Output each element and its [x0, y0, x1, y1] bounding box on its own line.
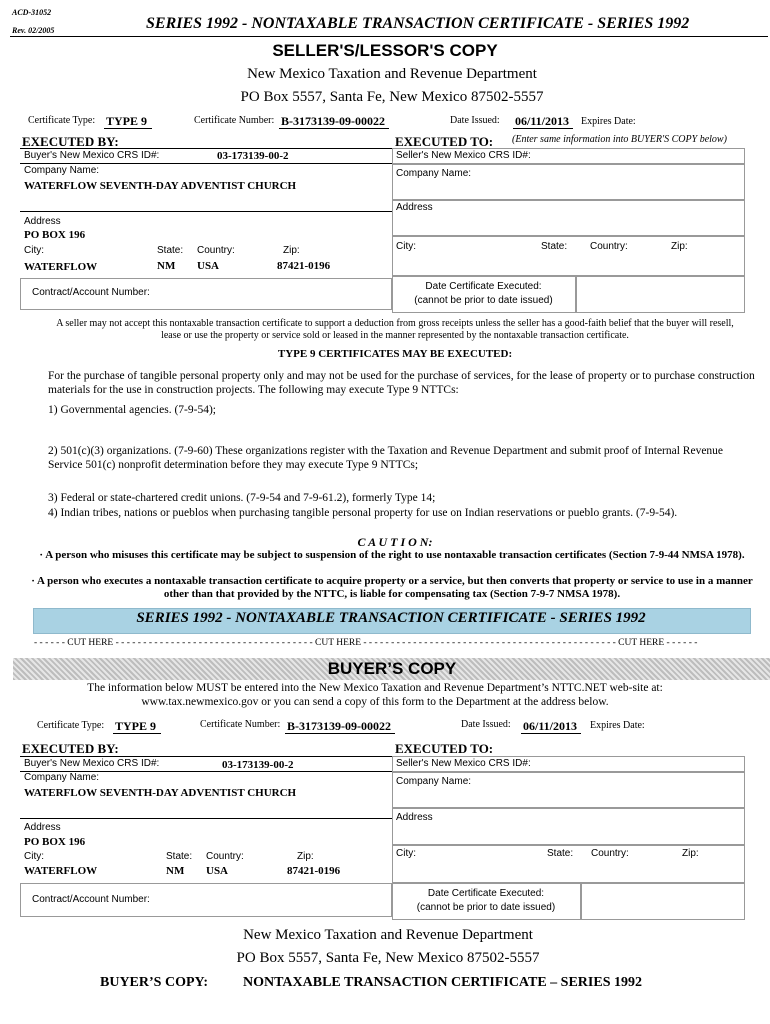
footer-certificate-title: NONTAXABLE TRANSACTION CERTIFICATE – SERIES 1992	[243, 975, 642, 990]
cert-number-label: Certificate Number:	[194, 115, 275, 126]
country-value: USA	[197, 260, 220, 272]
executed-to-note: (Enter same information into BUYER'S COPY below)	[512, 134, 727, 145]
b-executed-to-heading: EXECUTED TO:	[395, 741, 494, 756]
state-label: State:	[157, 245, 184, 256]
b-country-value: USA	[206, 865, 229, 877]
dept-name: New Mexico Taxation and Revenue Department	[247, 66, 537, 82]
b-date-executed-field[interactable]	[580, 882, 745, 920]
cut-line: - - - - - - CUT HERE - - - - - - - - - - - - - - - - - - - - - - - - - - - - - - - - - - - - CUT HERE - - - - - - - - - - - - - - - - - - - - - - - - - - - - - - - - - - - - - - - - - - - - - - CUT HERE - - - - - -	[34, 638, 698, 648]
b-seller-state-label: State:	[547, 848, 574, 859]
series-title-top: SERIES 1992 - NONTAXABLE TRANSACTION CERTIFICATE - SERIES 1992	[146, 15, 690, 32]
b-cert-number-label: Certificate Number:	[200, 719, 281, 730]
date-executed-label: Date Certificate Executed:	[425, 281, 542, 292]
seller-city-label: City:	[396, 241, 416, 252]
cert-type-value: TYPE 9	[106, 114, 148, 128]
zip-value: 87421-0196	[277, 260, 331, 272]
cert-number-value: B-3173139-09-00022	[281, 114, 385, 128]
seller-city-field[interactable]	[392, 235, 745, 277]
date-executed-field[interactable]	[575, 275, 745, 313]
type9-item-1: 1) Governmental agencies. (7-9-54);	[48, 404, 216, 416]
type9-item-2: 2) 501(c)(3) organizations. (7-9-60) These organizations register with the Taxation and Revenue Department and submit proof of Internal Revenue Service 501(c) nonprofit determination before they may execute Type 9 NTTCs;	[48, 445, 724, 471]
city-value: WATERFLOW	[24, 261, 98, 273]
seller-company-label: Company Name:	[396, 168, 472, 179]
country-label: Country:	[197, 245, 235, 256]
b-country-label: Country:	[206, 851, 244, 862]
buyer-crs-value: 03-173139-00-2	[217, 150, 289, 162]
seller-address-label: Address	[396, 202, 433, 213]
b-cert-type-value: TYPE 9	[115, 719, 157, 733]
address-value: PO BOX 196	[24, 229, 86, 241]
expires-label: Expires Date:	[581, 116, 636, 127]
form-id: ACD-31052	[12, 8, 52, 17]
b-seller-country-label: Country:	[591, 848, 629, 859]
buyer-info-2: www.tax.newmexico.gov or you can send a copy of this form to the Department at the address below.	[141, 696, 609, 708]
b-date-issued-label: Date Issued:	[461, 719, 511, 730]
notice-line-2: lease or use the property or service sold or leased in the manner represented by the nontaxable transaction certificate.	[161, 330, 629, 341]
b-state-label: State:	[166, 851, 193, 862]
b-cert-number-value: B-3173139-09-00022	[287, 719, 391, 733]
type9-paragraph: For the purchase of tangible personal property only and may not be used for the purchase of services, for the lease of property or to purchase construction materials for the use in construction projects. The following may execute Type 9 NTTCs:	[48, 370, 755, 396]
b-city-label: City:	[24, 851, 44, 862]
buyer-copy-heading: BUYER’S COPY	[327, 659, 457, 678]
b-seller-crs-label: Seller's New Mexico CRS ID#:	[396, 758, 531, 769]
buyer-info-1: The information below MUST be entered into the New Mexico Taxation and Revenue Department’s NTTC.NET web-site at:	[87, 682, 663, 694]
b-company-value: WATERFLOW SEVENTH-DAY ADVENTIST CHURCH	[24, 787, 297, 799]
footer-dept: New Mexico Taxation and Revenue Department	[243, 927, 533, 943]
series-title-banner: SERIES 1992 - NONTAXABLE TRANSACTION CERTIFICATE - SERIES 1992	[136, 610, 646, 626]
cert-type-label: Certificate Type:	[28, 115, 96, 126]
b-date-executed-label: Date Certificate Executed:	[427, 888, 545, 899]
executed-by-heading: EXECUTED BY:	[22, 134, 119, 149]
city-label: City:	[24, 245, 44, 256]
buyer-crs-label: Buyer's New Mexico CRS ID#:	[24, 150, 160, 161]
footer-buyer-copy: BUYER’S COPY:	[100, 975, 208, 990]
seller-state-label: State:	[541, 241, 568, 252]
caution-1: · A person who misuses this certificate may be subject to suspension of the right to use nontaxable transaction certificates (Section 7-9-44 NMSA 1978).	[39, 549, 745, 561]
type9-item-3: 3) Federal or state-chartered credit unions. (7-9-54 and 7-9-61.2), formerly Type 14;	[48, 492, 436, 504]
b-buyer-crs-label: Buyer's New Mexico CRS ID#:	[24, 758, 160, 769]
caution-heading: C A U T I O N:	[357, 535, 433, 549]
b-executed-by-heading: EXECUTED BY:	[22, 741, 119, 756]
type9-item-4: 4) Indian tribes, nations or pueblos when purchasing tangible personal property for use on Indian reservations or pueblo grants. (7-9-54).	[48, 507, 678, 519]
b-seller-zip-label: Zip:	[682, 848, 699, 859]
b-seller-address-label: Address	[396, 812, 433, 823]
date-executed-note: (cannot be prior to date issued)	[414, 295, 553, 306]
seller-address-field[interactable]	[392, 199, 745, 237]
b-seller-address-field[interactable]	[392, 807, 745, 846]
seller-copy-heading: SELLER'S/LESSOR'S COPY	[272, 41, 498, 60]
state-value: NM	[157, 260, 176, 272]
company-label: Company Name:	[24, 165, 100, 176]
zip-label: Zip:	[283, 245, 300, 256]
seller-crs-label: Seller's New Mexico CRS ID#:	[396, 150, 531, 161]
seller-country-label: Country:	[590, 241, 628, 252]
b-seller-company-label: Company Name:	[396, 776, 472, 787]
b-city-value: WATERFLOW	[24, 865, 98, 877]
b-address-label: Address	[24, 822, 61, 833]
b-contract-label: Contract/Account Number:	[32, 894, 150, 905]
type9-heading: TYPE 9 CERTIFICATES MAY BE EXECUTED:	[277, 348, 513, 360]
b-date-executed-note: (cannot be prior to date issued)	[416, 902, 556, 913]
b-zip-label: Zip:	[297, 851, 314, 862]
contract-label: Contract/Account Number:	[32, 287, 150, 298]
b-buyer-crs-value: 03-173139-00-2	[222, 759, 294, 771]
date-issued-value: 06/11/2013	[515, 114, 570, 128]
b-address-value: PO BOX 196	[24, 836, 86, 848]
address-label: Address	[24, 216, 61, 227]
b-zip-value: 87421-0196	[287, 865, 341, 877]
b-state-value: NM	[166, 865, 185, 877]
company-value: WATERFLOW SEVENTH-DAY ADVENTIST CHURCH	[24, 180, 297, 192]
seller-zip-label: Zip:	[671, 241, 688, 252]
caution-2a: · A person who executes a nontaxable transaction certificate to acquire property or a service, but then converts that property or service to use in a manner	[31, 575, 753, 587]
caution-2b: other than that provided by the NTTC, is liable for compensating tax (Section 7-9-7 NMSA 1978).	[163, 588, 621, 600]
dept-address: PO Box 5557, Santa Fe, New Mexico 87502-5557	[240, 89, 544, 105]
date-issued-label: Date Issued:	[450, 115, 500, 126]
b-cert-type-label: Certificate Type:	[37, 720, 105, 731]
b-expires-label: Expires Date:	[590, 720, 645, 731]
b-date-issued-value: 06/11/2013	[523, 719, 578, 733]
executed-to-heading: EXECUTED TO:	[395, 134, 494, 149]
footer-address: PO Box 5557, Santa Fe, New Mexico 87502-5557	[236, 950, 540, 966]
notice-line-1: A seller may not accept this nontaxable transaction certificate to support a deduction from gross receipts unless the seller has a good-faith belief that the buyer will resell,	[56, 318, 734, 329]
form-revision: Rev. 02/2005	[12, 26, 55, 35]
b-company-label: Company Name:	[24, 772, 100, 783]
b-seller-city-label: City:	[396, 848, 416, 859]
